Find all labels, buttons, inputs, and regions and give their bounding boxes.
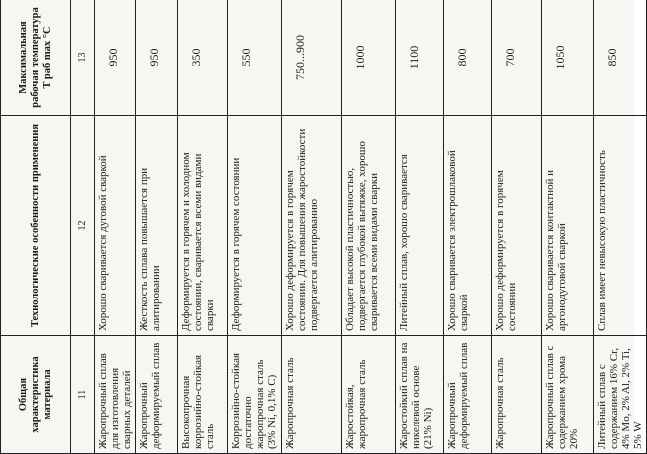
cell-features: Деформируется в горячем состоянии [228,116,282,336]
cell-temperature: 950 [136,0,178,116]
table-row [178,0,228,454]
column-number: 12 [71,116,95,336]
header-temperature-label: Максимальная рабочая температура [17,7,41,108]
table-row [492,0,542,454]
table-row [396,0,444,454]
cell-features: Жесткость сплава повышается при алитировании [136,116,178,336]
cell-features: Сплав имеет невысокую пластичность [594,116,647,336]
header-temperature-symbol: T раб max °C [41,26,53,89]
header-temperature [1,0,71,116]
cell-temperature: 700 [492,0,542,116]
table-row [594,0,647,454]
cell-characteristic: Жаропрочная сталь [492,336,542,454]
cell-temperature: 850 [594,0,647,116]
cell-characteristic: Высокопрочная коррозийно-стойкая сталь [178,336,228,454]
table-row [228,0,282,454]
table-row [444,0,492,454]
cell-temperature: 550 [228,0,282,116]
cell-features: Хорошо деформируется в горячем состоянии. Для повышения жаростойкости подвергается алитированию [282,116,342,336]
cell-features: Обладает высокой пластичностью, подвергается глубокой вытяжке, хорошо сваривается всеми видами сварки [342,116,396,336]
cell-features: Литейный сплав, хорошо сваривается [396,116,444,336]
cell-temperature: 350 [178,0,228,116]
cell-temperature: 800 [444,0,492,116]
header-characteristic: Общая характеристика материала [1,336,71,454]
cell-characteristic: Жаростойкий сплав на никелевой основе (21% Ni) [396,336,444,454]
table-row [95,0,136,454]
cell-features: Хорошо сваривается дуговой сваркой [95,116,136,336]
cell-characteristic: Жаропрочный деформируемый сплав [136,336,178,454]
table-row [282,0,342,454]
column-numbers-row [71,0,95,454]
cell-temperature: 1050 [542,0,594,116]
cell-temperature: 750...900 [282,0,342,116]
cell-features: Хорошо сваривается электрошлаковой сваркой [444,116,492,336]
table-row [342,0,396,454]
cell-characteristic: Жаропрочный деформируемый сплав [444,336,492,454]
cell-features: Хорошо деформируется в горячем состоянии [492,116,542,336]
header-features: Технологические особенности применения [1,116,71,336]
column-number: 13 [71,0,95,116]
table-row [136,0,178,454]
cell-characteristic: Жаропрочный сплав с содержанием хрома 20% [542,336,594,454]
column-number: 11 [71,336,95,454]
cell-characteristic: Жаростойкая, жаропрочная сталь [342,336,396,454]
cell-features: Деформируется в горячем и холодном состоянии, сваривается всеми видами сварки [178,116,228,336]
cell-features: Хорошо сваривается контактной и аргонодуговой сваркой [542,116,594,336]
table-row [542,0,594,454]
cell-characteristic: Жаропрочный сплав для изготовления сварных деталей [95,336,136,454]
header-row [1,0,71,454]
cell-temperature: 1000 [342,0,396,116]
cell-characteristic: Жаропрочная сталь [282,336,342,454]
cell-temperature: 1100 [396,0,444,116]
cell-characteristic: Литейный сплав с содержанием 16% Cr, 4% Mo, 2% Al, 2% Ti, 5% W [594,336,647,454]
cell-temperature: 950 [95,0,136,116]
cell-characteristic: Коррозийно-стойкая достаточно жаропрочная сталь (3% Ni, 0,1% C) [228,336,282,454]
